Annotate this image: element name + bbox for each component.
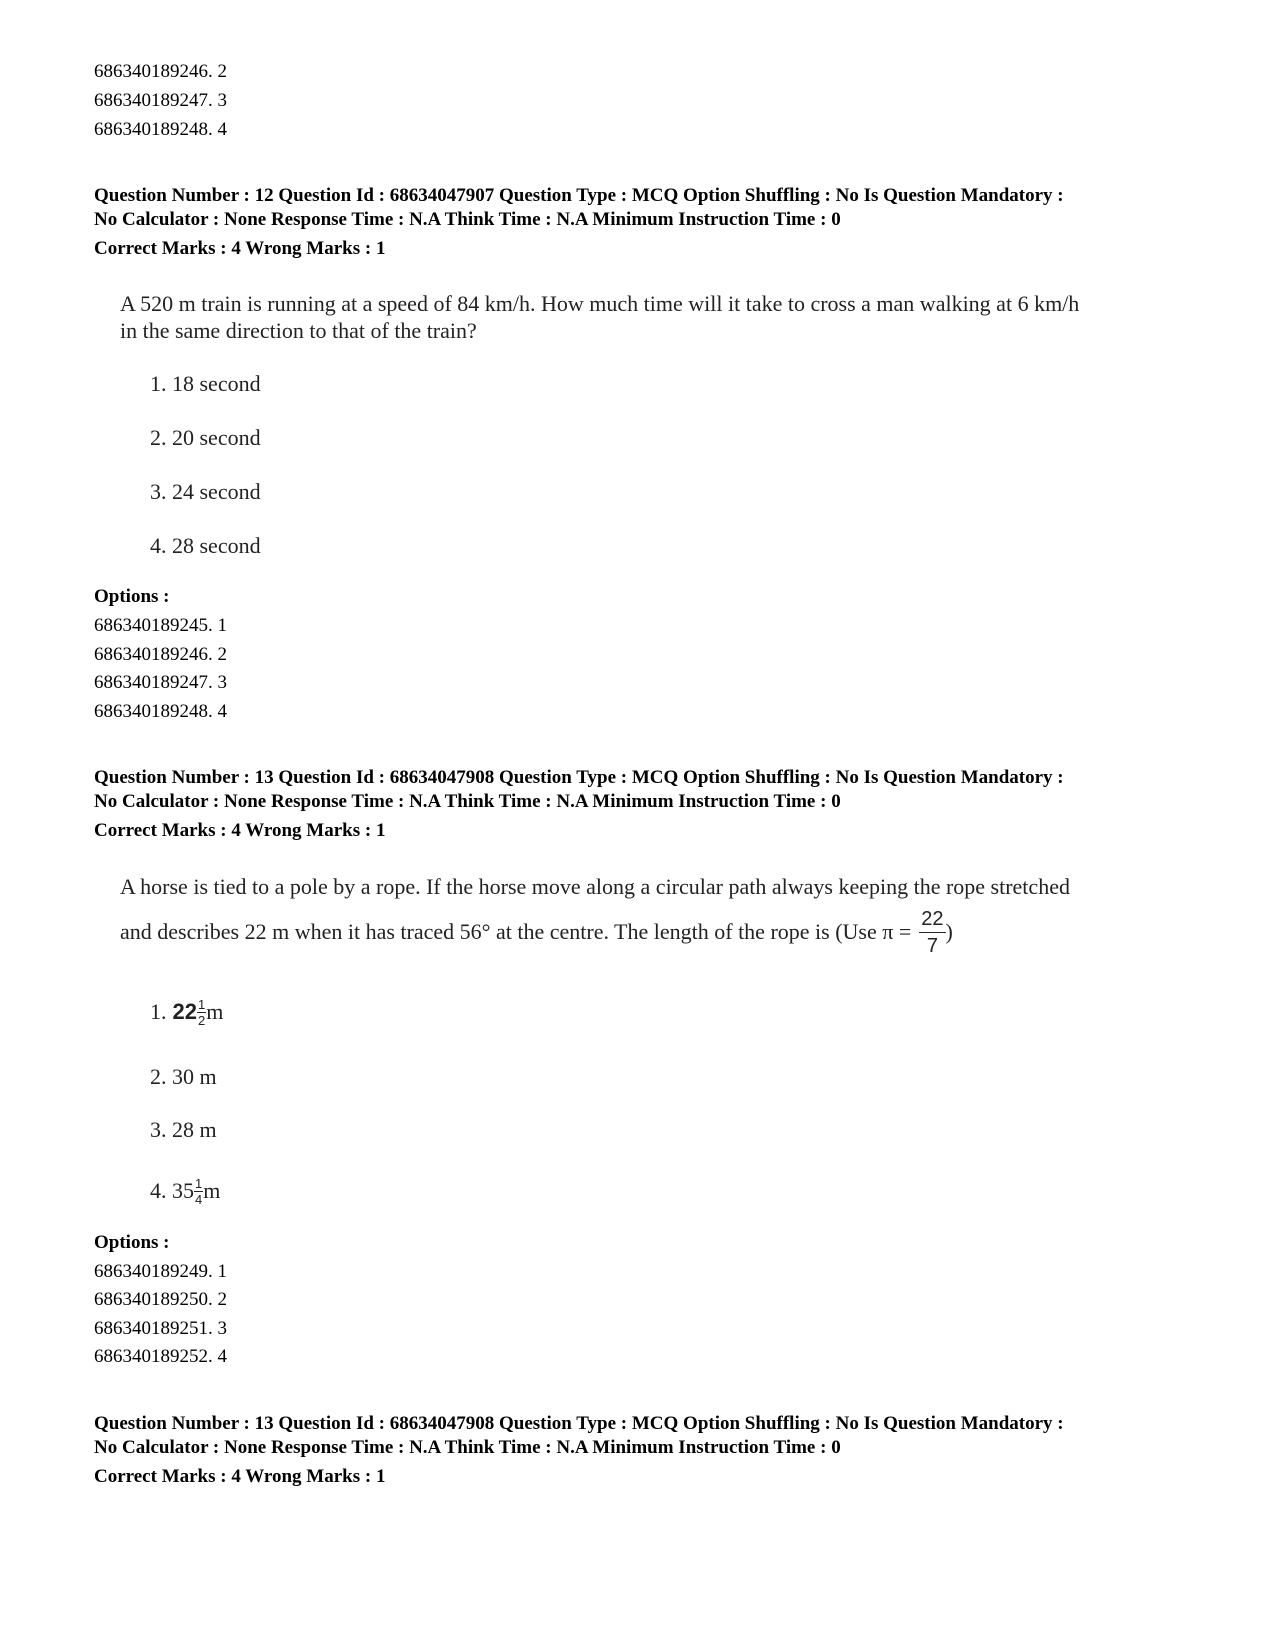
pi-fraction <box>919 909 945 956</box>
answer-choice: 2. 20 second <box>150 425 261 450</box>
question-header: Question Number : 12 Question Id : 68634047907 Question Type : MCQ Option Shuffling : No Is Question Mandatory : <box>94 185 1064 206</box>
option-id-line: 686340189246. 2 <box>94 61 227 82</box>
closing-paren: ) <box>945 919 953 944</box>
fraction-numerator: 22 <box>919 909 945 933</box>
options-label: Options : <box>94 1232 170 1253</box>
question-marks: Correct Marks : 4 Wrong Marks : 1 <box>94 820 386 841</box>
option-id-line: 686340189248. 4 <box>94 119 227 140</box>
question-text: A horse is tied to a pole by a rope. If the horse move along a circular path always keeping the rope stretched <box>120 874 1070 899</box>
question-header: Question Number : 13 Question Id : 68634047908 Question Type : MCQ Option Shuffling : No Is Question Mandatory : <box>94 767 1064 788</box>
unit: m <box>206 999 224 1024</box>
question-marks: Correct Marks : 4 Wrong Marks : 1 <box>94 238 386 259</box>
options-label: Options : <box>94 586 170 607</box>
option-id-line: 686340189247. 3 <box>94 90 227 111</box>
fraction-numerator: 1 <box>197 996 206 1012</box>
answer-choice: 1. 18 second <box>150 371 261 396</box>
option-id-line: 686340189251. 3 <box>94 1318 227 1339</box>
question-text-with-fraction <box>120 902 953 962</box>
option-id-line: 686340189247. 3 <box>94 672 227 693</box>
question-text: A 520 m train is running at a speed of 84 km/h. How much time will it take to cross a man walking at 6 km/h <box>120 291 1080 316</box>
unit: m <box>203 1178 221 1203</box>
option-id-line: 686340189249. 1 <box>94 1261 227 1282</box>
option-id-line: 686340189246. 2 <box>94 644 227 665</box>
question-text: in the same direction to that of the train? <box>120 318 477 343</box>
answer-choice <box>150 990 223 1034</box>
answer-choice: 4. 28 second <box>150 533 261 558</box>
question-text: and describes 22 m when it has traced 56° at the centre. The length of the rope is (Use π = <box>120 919 912 944</box>
choice-number: 1. <box>150 999 167 1024</box>
option-id-line: 686340189248. 4 <box>94 701 227 722</box>
question-header: No Calculator : None Response Time : N.A Think Time : N.A Minimum Instruction Time : 0 <box>94 209 841 230</box>
question-header: No Calculator : None Response Time : N.A Think Time : N.A Minimum Instruction Time : 0 <box>94 1437 841 1458</box>
option-id-line: 686340189252. 4 <box>94 1346 227 1367</box>
question-marks: Correct Marks : 4 Wrong Marks : 1 <box>94 1466 386 1487</box>
answer-choice: 2. 30 m <box>150 1064 217 1089</box>
fraction-numerator: 1 <box>195 1175 203 1191</box>
option-id-line: 686340189250. 2 <box>94 1289 227 1310</box>
answer-choice: 3. 24 second <box>150 479 261 504</box>
answer-choice: 3. 28 m <box>150 1117 217 1142</box>
fraction-denominator: 7 <box>926 934 938 957</box>
fraction-denominator: 2 <box>197 1012 206 1028</box>
mixed-fraction <box>194 1177 203 1206</box>
mixed-whole: 22 <box>172 999 197 1024</box>
mixed-fraction <box>197 998 206 1027</box>
answer-choice <box>150 1169 220 1213</box>
choice-number: 4. 35 <box>150 1178 194 1203</box>
option-id-line: 686340189245. 1 <box>94 615 227 636</box>
question-header: No Calculator : None Response Time : N.A Think Time : N.A Minimum Instruction Time : 0 <box>94 791 841 812</box>
fraction-denominator: 4 <box>195 1191 203 1207</box>
question-header: Question Number : 13 Question Id : 68634047908 Question Type : MCQ Option Shuffling : No Is Question Mandatory : <box>94 1413 1064 1434</box>
